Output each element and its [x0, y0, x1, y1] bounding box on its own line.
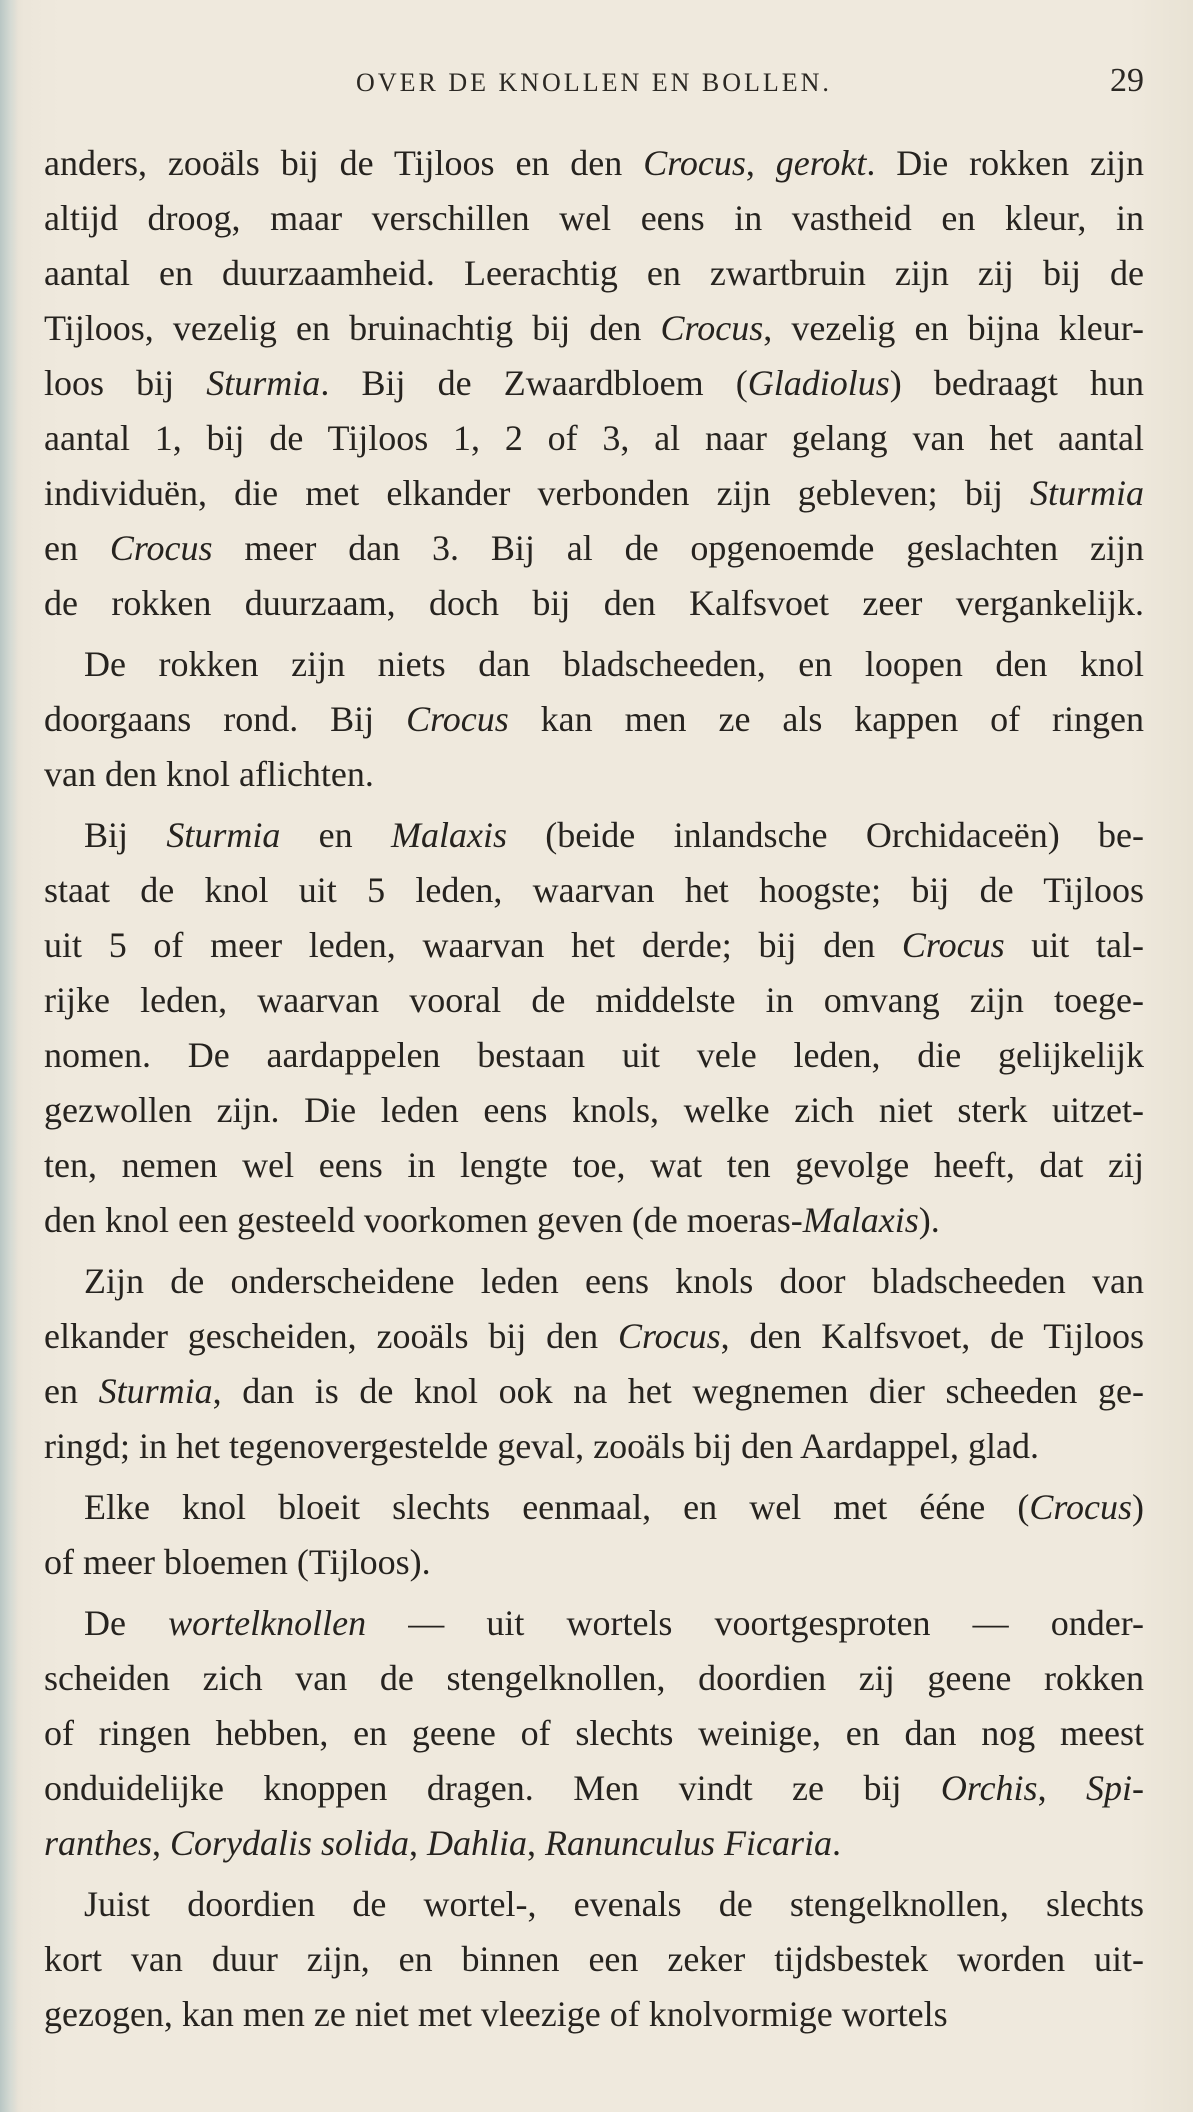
- italic-term: Crocus: [901, 925, 1005, 965]
- text-line: altijd droog, maar verschillen wel eens in vastheid en kleur, in: [44, 198, 1144, 238]
- text-line: gezogen, kan men ze niet met vleezige of knolvormige wortels: [44, 1994, 948, 2034]
- text-line: of ringen hebben, en geene of slechts weinige, en dan nog meest: [44, 1713, 1144, 1753]
- text-line: elkander gescheiden, zooäls bij den Crocus, den Kalfsvoet, de Tijloos: [44, 1316, 1144, 1356]
- text-line: individuën, die met elkander verbonden zijn gebleven; bij Sturmia: [44, 473, 1144, 513]
- text-line: uit 5 of meer leden, waarvan het derde; bij den Crocus uit tal-: [44, 925, 1145, 965]
- italic-term: Sturmia: [206, 363, 321, 403]
- italic-term: Ranunculus Ficaria: [545, 1823, 833, 1863]
- italic-term: ranthes: [44, 1823, 152, 1863]
- text-line: den knol een gesteeld voorkomen geven (de moeras-Malaxis).: [44, 1200, 940, 1240]
- italic-term: Crocus: [406, 699, 509, 739]
- italic-term: Crocus: [643, 143, 746, 183]
- italic-term: Sturmia: [98, 1371, 213, 1411]
- italic-term: Dahlia: [427, 1823, 528, 1863]
- text-line: doorgaans rond. Bij Crocus kan men ze als kappen of ringen: [44, 699, 1144, 739]
- text-line: Bij Sturmia en Malaxis (beide inlandsche Orchidaceën) be-: [84, 815, 1145, 855]
- italic-term: Crocus: [109, 528, 213, 568]
- text-line: Tijloos, vezelig en bruinachtig bij den Crocus, vezelig en bijna kleur-: [44, 308, 1145, 348]
- text-line: ringd; in het tegenovergestelde geval, zooäls bij den Aardappel, glad.: [44, 1426, 1040, 1466]
- text-line: scheiden zich van de stengelknollen, doordien zij geene rokken: [44, 1658, 1144, 1698]
- page-number: 29: [1110, 62, 1144, 99]
- italic-term: Sturmia: [166, 815, 281, 855]
- page-gutter-shadow: [0, 0, 18, 2112]
- body-text: [44, 136, 1144, 2042]
- italic-term: Corydalis solida: [170, 1823, 410, 1863]
- italic-term: Crocus: [617, 1316, 721, 1356]
- text-line: en Crocus meer dan 3. Bij al de opgenoemde geslachten zijn: [44, 528, 1144, 568]
- text-line: De wortelknollen — uit wortels voortgesproten — onder-: [84, 1603, 1144, 1643]
- italic-term: Crocus: [1029, 1487, 1132, 1527]
- text-line: aantal en duurzaamheid. Leerachtig en zwartbruin zijn zij bij de: [44, 253, 1144, 293]
- italic-term: Gladiolus: [747, 363, 890, 403]
- text-line: onduidelijke knoppen dragen. Men vindt ze bij Orchis, Spi-: [44, 1768, 1144, 1808]
- text-line: de rokken duurzaam, doch bij den Kalfsvoet zeer vergankelijk.: [44, 583, 1144, 623]
- text-line: kort van duur zijn, en binnen een zeker tijdsbestek worden uit-: [44, 1939, 1144, 1979]
- text-line: Juist doordien de wortel-, evenals de stengelknollen, slechts: [84, 1884, 1144, 1924]
- text-line: gezwollen zijn. Die leden eens knols, welke zich niet sterk uitzet-: [44, 1090, 1144, 1130]
- text-line: aantal 1, bij de Tijloos 1, 2 of 3, al naar gelang van het aantal: [44, 418, 1144, 458]
- text-line: of meer bloemen (Tijloos).: [44, 1542, 431, 1582]
- italic-term: Crocus: [660, 308, 764, 348]
- italic-term: Malaxis: [802, 1200, 919, 1240]
- italic-term: Sturmia: [1029, 473, 1144, 513]
- running-head: OVER DE KNOLLEN EN BOLLEN.: [356, 68, 832, 97]
- text-line: staat de knol uit 5 leden, waarvan het hoogste; bij de Tijloos: [44, 870, 1144, 910]
- italic-term: wortelknollen: [168, 1603, 367, 1643]
- text-line: rijke leden, waarvan vooral de middelste in omvang zijn toege-: [44, 980, 1144, 1020]
- italic-term: gerokt: [775, 143, 867, 183]
- text-line: ten, nemen wel eens in lengte toe, wat ten gevolge heeft, dat zij: [44, 1145, 1144, 1185]
- text-line: van den knol aflichten.: [44, 754, 374, 794]
- text-line: loos bij Sturmia. Bij de Zwaardbloem (Gladiolus) bedraagt hun: [44, 363, 1144, 403]
- text-line: Zijn de onderscheidene leden eens knols door bladscheeden van: [84, 1261, 1144, 1301]
- text-line: nomen. De aardappelen bestaan uit vele leden, die gelijkelijk: [44, 1035, 1144, 1075]
- text-line: en Sturmia, dan is de knol ook na het wegnemen dier scheeden ge-: [44, 1371, 1144, 1411]
- page-header: [44, 62, 1144, 106]
- italic-term: Orchis: [940, 1768, 1038, 1808]
- text-line: De rokken zijn niets dan bladscheeden, en loopen den knol: [84, 644, 1144, 684]
- text-line: ranthes, Corydalis solida, Dahlia, Ranunculus Ficaria.: [44, 1823, 842, 1863]
- italic-term: Malaxis: [391, 815, 507, 855]
- italic-term: Spi-: [1086, 1768, 1144, 1808]
- text-line: anders, zooäls bij de Tijloos en den Crocus, gerokt. Die rokken zijn: [44, 143, 1145, 183]
- text-line: Elke knol bloeit slechts eenmaal, en wel met ééne (Crocus): [84, 1487, 1144, 1527]
